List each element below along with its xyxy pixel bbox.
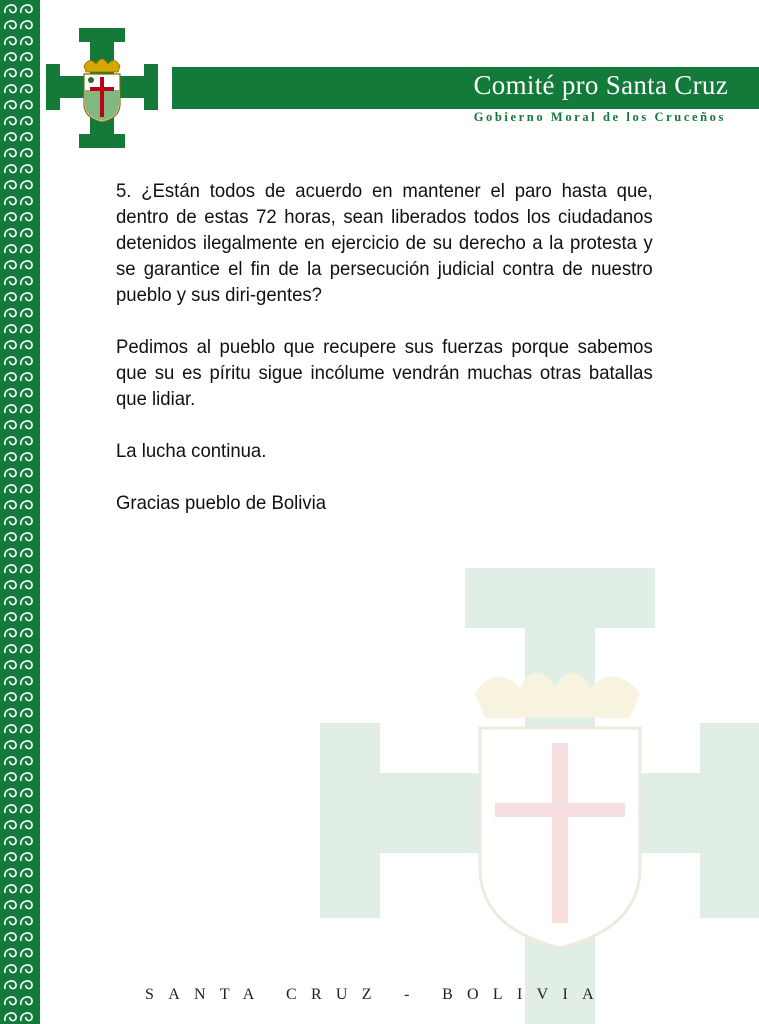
scroll-curl-icon [5,389,16,397]
scroll-curl-icon [21,85,32,93]
scroll-curl-icon [21,901,32,909]
scroll-curl-icon [5,1013,16,1021]
scroll-curl-icon [21,133,32,141]
organization-subtitle: Gobierno Moral de los Cruceños [473,110,726,124]
scroll-curl-icon [5,149,16,157]
scroll-curl-icon [5,549,16,557]
scroll-curl-icon [5,917,16,925]
scroll-curl-icon [21,997,32,1005]
scroll-curl-icon [5,165,16,173]
scroll-curl-icon [5,261,16,269]
scroll-curl-icon [21,981,32,989]
scroll-curl-icon [21,597,32,605]
scroll-curl-icon [21,741,32,749]
scroll-curl-icon [21,709,32,717]
scroll-curl-icon [21,213,32,221]
scroll-curl-icon [21,565,32,573]
scroll-curl-icon [21,261,32,269]
scroll-curl-icon [5,565,16,573]
scroll-curl-icon [21,885,32,893]
scroll-curl-icon [5,101,16,109]
scroll-curl-icon [5,741,16,749]
scroll-curl-icon [21,965,32,973]
scroll-curl-icon [21,389,32,397]
scroll-curl-icon [21,453,32,461]
scroll-curl-icon [21,1013,32,1021]
organization-title: Comité pro Santa Cruz [473,70,728,100]
scroll-curl-icon [5,581,16,589]
scroll-curl-icon [5,501,16,509]
scroll-curl-icon [21,485,32,493]
scroll-curl-icon [21,341,32,349]
scroll-curl-icon [5,181,16,189]
scroll-curl-icon [21,245,32,253]
scroll-curl-icon [21,149,32,157]
scroll-curl-icon [21,917,32,925]
scroll-curl-icon [5,309,16,317]
scroll-curl-icon [5,21,16,29]
scroll-curl-icon [21,165,32,173]
scroll-curl-icon [21,725,32,733]
scroll-curl-icon [5,293,16,301]
paragraph-question-5: 5. ¿Están todos de acuerdo en mantener el paro hasta que, dentro de estas 72 horas, sean liberados todos los ciudadanos detenidos ilegalmente en ejercicio de su derecho a la protesta y se garantice el fin de la persecución judicial contra de nuestro pueblo y sus diri-gentes? [116,180,653,306]
scroll-curl-icon [21,549,32,557]
scroll-curl-icon [21,853,32,861]
scroll-curl-icon [5,837,16,845]
scroll-curl-icon [5,517,16,525]
scroll-curl-icon [5,421,16,429]
scroll-curl-icon [21,645,32,653]
scroll-curl-icon [5,325,16,333]
scroll-curl-icon [5,213,16,221]
scroll-curl-icon [5,997,16,1005]
footer-location: SANTA CRUZ - BOLIVIA [145,986,608,1003]
scroll-curl-icon [21,437,32,445]
scroll-curl-icon [21,773,32,781]
scroll-curl-icon [21,821,32,829]
scroll-curl-icon [5,453,16,461]
scroll-pattern-icon [0,0,40,1024]
scroll-curl-icon [5,5,16,13]
scroll-curl-icon [21,69,32,77]
scroll-curl-icon [5,933,16,941]
scroll-curl-icon [21,421,32,429]
scroll-curl-icon [21,53,32,61]
scroll-curl-icon [21,677,32,685]
scroll-curl-icon [21,197,32,205]
scroll-curl-icon [21,325,32,333]
scroll-curl-icon [21,693,32,701]
scroll-curl-icon [21,293,32,301]
scroll-curl-icon [5,437,16,445]
scroll-curl-icon [5,661,16,669]
scroll-curl-icon [21,949,32,957]
scroll-curl-icon [5,773,16,781]
scroll-curl-icon [21,869,32,877]
document-body [116,178,653,542]
scroll-curl-icon [5,965,16,973]
scroll-curl-icon [5,341,16,349]
scroll-curl-icon [5,693,16,701]
scroll-curl-icon [21,517,32,525]
scroll-curl-icon [5,533,16,541]
scroll-curl-icon [21,837,32,845]
scroll-curl-icon [5,69,16,77]
scroll-curl-icon [5,229,16,237]
scroll-curl-icon [5,53,16,61]
scroll-curl-icon [5,357,16,365]
scroll-curl-icon [5,885,16,893]
scroll-curl-icon [21,5,32,13]
scroll-curl-icon [21,501,32,509]
scroll-curl-icon [5,373,16,381]
scroll-curl-icon [5,869,16,877]
scroll-curl-icon [5,981,16,989]
scroll-curl-icon [5,117,16,125]
scroll-curl-icon [21,581,32,589]
watermark-cross-icon [320,568,759,1024]
scroll-curl-icon [5,677,16,685]
scroll-curl-icon [5,133,16,141]
scroll-curl-icon [21,789,32,797]
scroll-curl-icon [21,229,32,237]
scroll-curl-icon [21,277,32,285]
scroll-curl-icon [5,949,16,957]
scroll-curl-icon [21,533,32,541]
scroll-curl-icon [21,629,32,637]
scroll-curl-icon [5,645,16,653]
scroll-curl-icon [21,661,32,669]
scroll-curl-icon [21,805,32,813]
paragraph-appeal: Pedimos al pueblo que recupere sus fuerzas porque sabemos que su es píritu sigue incólume vendrán muchas otras batallas que lidiar. [116,336,653,410]
scroll-curl-icon [5,613,16,621]
scroll-curl-icon [5,405,16,413]
scroll-curl-icon [21,933,32,941]
decorative-border [0,0,40,1024]
scroll-curl-icon [5,629,16,637]
scroll-curl-icon [21,309,32,317]
scroll-curl-icon [21,613,32,621]
scroll-curl-icon [5,901,16,909]
scroll-curl-icon [5,197,16,205]
scroll-curl-icon [21,37,32,45]
scroll-curl-icon [21,405,32,413]
scroll-curl-icon [21,469,32,477]
scroll-curl-icon [5,597,16,605]
scroll-curl-icon [21,101,32,109]
scroll-curl-icon [5,853,16,861]
scroll-curl-icon [5,485,16,493]
scroll-curl-icon [5,805,16,813]
scroll-curl-icon [21,21,32,29]
scroll-curl-icon [5,789,16,797]
scroll-curl-icon [5,469,16,477]
paragraph-struggle: La lucha continua. [116,440,267,462]
scroll-curl-icon [21,373,32,381]
scroll-curl-icon [21,357,32,365]
scroll-curl-icon [21,757,32,765]
scroll-curl-icon [5,245,16,253]
scroll-curl-icon [5,757,16,765]
header-bar [172,67,759,109]
scroll-curl-icon [21,117,32,125]
scroll-curl-icon [5,85,16,93]
scroll-curl-icon [5,709,16,717]
scroll-curl-icon [5,821,16,829]
cross-coat-of-arms-icon [46,28,158,148]
scroll-curl-icon [5,725,16,733]
scroll-curl-icon [5,37,16,45]
scroll-curl-icon [5,277,16,285]
paragraph-thanks: Gracias pueblo de Bolivia [116,492,327,514]
scroll-curl-icon [21,181,32,189]
